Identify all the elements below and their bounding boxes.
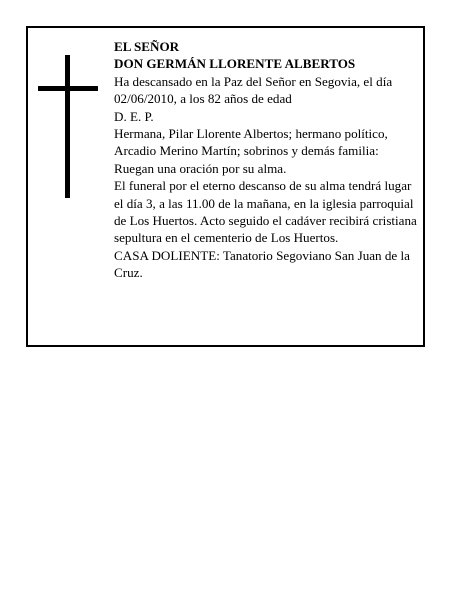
announcement-text: Ha descansado en la Paz del Señor en Segovia, el día 02/06/2010, a los 82 años de edad xyxy=(114,73,393,107)
obituary-notice xyxy=(26,26,425,347)
cross-vertical-bar xyxy=(65,55,70,198)
rip-text: D. E. P. xyxy=(114,108,154,124)
deceased-name: DON GERMÁN LLORENTE ALBERTOS xyxy=(114,56,356,72)
prayer-request-text: Ruegan una oración por su alma. xyxy=(114,160,287,176)
header-title: EL SEÑOR xyxy=(114,39,180,54)
notice-text xyxy=(114,38,419,282)
family-text: Hermana, Pilar Llorente Albertos; hermano político, Arcadio Merino Martín; sobrinos y demás familia: xyxy=(114,126,388,159)
funeral-home-text: CASA DOLIENTE: Tanatorio Segoviano San Juan de la Cruz. xyxy=(114,247,410,281)
cross-horizontal-bar xyxy=(38,86,98,91)
cross-icon xyxy=(38,55,98,198)
funeral-text: El funeral por el eterno descanso de su alma tendrá lugar el día 3, a las 11.00 de la mañana, en la iglesia parroquial de Los Huertos. Acto seguido el cadáver recibirá cristiana sepultura en el cementerio de Los Huertos. xyxy=(114,178,417,246)
